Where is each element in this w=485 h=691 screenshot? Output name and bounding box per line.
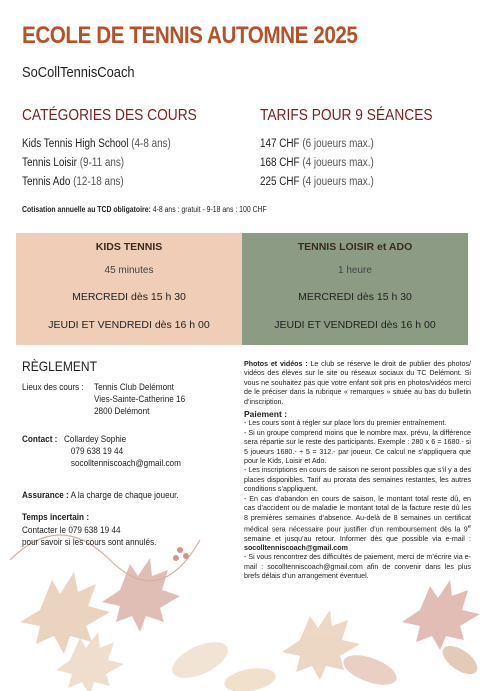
assurance-row: Assurance : A la charge de chaque joueur. <box>22 490 179 501</box>
maple-leaf-icon <box>402 580 480 650</box>
paiement-item: - Si vous rencontrez des difficultés de paiement, merci de m’écrire via e-mail : socolltenniscoach@gmail.com afin de convenir dans les plus brefs délais d’un arrangement éventuel. <box>244 553 471 581</box>
lieux-address: Tennis Club Delémont Vies-Sainte-Catherine 16 2800 Delémont <box>94 382 186 417</box>
paiement-item: - Les cours sont à régler sur place lors du premier entraînement. <box>244 419 447 428</box>
kids-tennis-schedule <box>16 233 242 345</box>
page-subtitle: SoCollTennisCoach <box>22 64 135 81</box>
contact-label: Contact : <box>22 434 58 445</box>
lieux-label: Lieux des cours : <box>22 382 84 393</box>
cotisation-note: Cotisation annuelle au TCD obligatoire: 4-8 ans : gratuit - 9-18 ans : 100 CHF <box>22 205 267 214</box>
email-link[interactable]: socolltenniscoach@gmail.com <box>267 562 363 571</box>
tarifs-list <box>260 135 374 192</box>
berry-icon <box>173 555 179 561</box>
kids-box-line2: JEUDI ET VENDREDI dès 16 h 00 <box>48 319 210 331</box>
list-item: Tennis Ado (12-18 ans) <box>22 176 124 188</box>
loisir-box-duration: 1 heure <box>338 265 372 276</box>
tarifs-heading: TARIFS POUR 9 SÉANCES <box>260 107 433 124</box>
kids-box-title: KIDS TENNIS <box>95 241 163 253</box>
info-column <box>244 360 471 582</box>
list-item: 168 CHF (4 joueurs max.) <box>260 157 374 169</box>
contact-email-link[interactable]: socolltenniscoach@gmail.com <box>70 458 181 469</box>
paiement-item: - En cas d’abandon en cours de saison, le montant total reste dû, en cas d’accident ou de maladie le montant total de la facture reste dû les 8 premières semaines d’absence. Au-delà de 8 semaines un certificat médical sera nécessaire pour justifier d’un remboursement dès la 9e semaine et jusqu’au retour. Informer dès que possible via e-mail : socolltenniscoach@gmail.com <box>244 494 471 553</box>
email-link[interactable]: socolltenniscoach@gmail.com <box>244 544 348 553</box>
berry-icon <box>177 547 183 553</box>
temps-info: Contacter le 079 638 19 44 pour savoir si les cours sont annulés. <box>22 525 157 548</box>
paiement-heading: Paiement : <box>244 409 287 420</box>
paiement-item: - Si un groupe comprend moins que le nombre max. prévu, la différence sera répartie sur le reste des participants. Exemple : 280 x 6 = 1680.- si 5 joueurs 1680.- ÷ 5 = 312.- par joueur. Ce calcul ne s’appliquera que pour le Kids, Loisir et Ado. <box>244 428 471 466</box>
contact-info: Collardey Sophie 079 638 19 44 socolltenniscoach@gmail.com <box>64 434 181 469</box>
loisir-box-line2: JEUDI ET VENDREDI dès 16 h 00 <box>274 319 436 331</box>
photos-paragraph: Photos et vidéos : Le club se réserve le droit de publier des photos/ vidéos des élèves sur le site ou réseaux sociaux du TC Delémont. Si vous ne souhaitez pas que votre enfant soit pris en photos/vidéos merci de le préciser dans la rubrique « remarques » située au bas du bulletin d’inscription. <box>244 360 471 406</box>
maple-leaf-icon <box>20 572 110 654</box>
list-item: Tennis Loisir (9-11 ans) <box>22 157 125 169</box>
list-item: 147 CHF (6 joueurs max.) <box>260 138 374 150</box>
reglement-heading: RÈGLEMENT <box>22 358 97 374</box>
berry-icon <box>183 553 189 559</box>
list-item: Kids Tennis High School (4-8 ans) <box>22 138 171 150</box>
temps-label: Temps incertain : <box>22 512 90 523</box>
loisir-ado-schedule <box>242 233 468 345</box>
maple-leaf-icon <box>282 610 360 680</box>
page-title: ECOLE DE TENNIS AUTOMNE 2025 <box>22 22 358 49</box>
maple-leaf-icon <box>56 632 124 691</box>
loisir-box-title: TENNIS LOISIR et ADO <box>297 241 413 253</box>
maple-leaf-icon <box>102 558 180 632</box>
categories-list <box>22 135 171 192</box>
kids-box-duration: 45 minutes <box>104 265 154 276</box>
loisir-box-line1: MERCREDI dès 15 h 30 <box>298 291 412 303</box>
paiement-item: - Les inscriptions en cours de saison ne seront possibles que s’il y a des places disponibles. Tarif au prorata des semaines restantes, les autres conditions s’appliquent. <box>244 466 471 494</box>
list-item: 225 CHF (4 joueurs max.) <box>260 176 374 188</box>
leaf-icon <box>167 635 233 686</box>
leaf-icon <box>340 649 401 691</box>
leaf-icon <box>438 640 482 679</box>
kids-box-line1: MERCREDI dès 15 h 30 <box>72 291 186 303</box>
leaf-icon <box>222 665 277 691</box>
categories-heading: CATÉGORIES DES COURS <box>22 107 197 124</box>
